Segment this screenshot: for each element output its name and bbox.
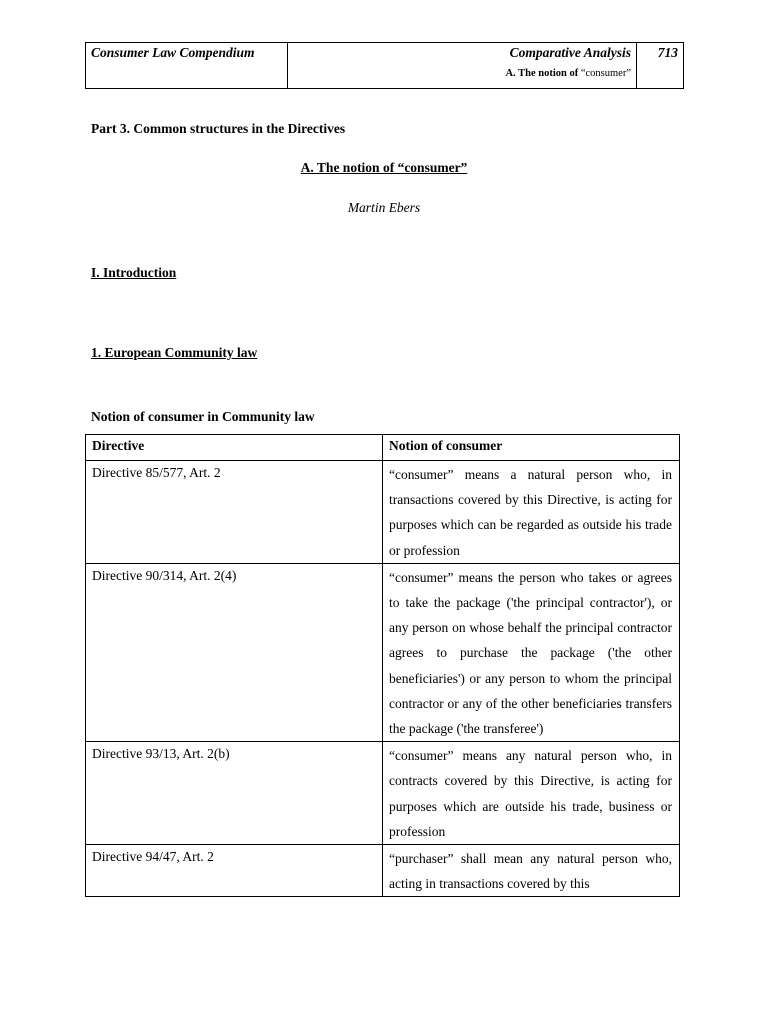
directive-cell: Directive 93/13, Art. 2(b) — [86, 742, 383, 845]
subsection-heading: 1. European Community law — [91, 345, 258, 360]
directive-cell: Directive 90/314, Art. 2(4) — [86, 563, 383, 741]
header-subtitle-bold: A. The notion of — [505, 68, 579, 79]
header-section-cell — [288, 43, 637, 89]
table-caption: Notion of consumer in Community law — [91, 409, 315, 424]
notion-cell: “consumer” means the person who takes or agrees to take the package ('the principal contractor'), or any person on whose behalf the principal contractor agrees to purchase the package ('the other beneficiaries') or any person to whom the principal contractor or any of the other beneficiaries transfers the package ('the transferee') — [383, 563, 680, 741]
column-header-directive: Directive — [86, 435, 383, 461]
header-compendium-title: Consumer Law Compendium — [86, 43, 288, 89]
intro-heading: I. Introduction — [91, 265, 177, 280]
table-row — [86, 742, 680, 845]
section-title: A. The notion of “consumer” — [300, 160, 468, 175]
notion-cell: “purchaser” shall mean any natural person who, acting in transactions covered by this — [383, 845, 680, 897]
page-number: 713 — [637, 43, 684, 89]
directive-cell: Directive 85/577, Art. 2 — [86, 461, 383, 564]
notion-cell: “consumer” means any natural person who, in contracts covered by this Directive, is acting for purposes which are outside his trade, business or profession — [383, 742, 680, 845]
table-row — [86, 845, 680, 897]
author-name: Martin Ebers — [347, 200, 421, 215]
table-header-row — [86, 435, 680, 461]
table-row — [86, 563, 680, 741]
directive-cell: Directive 94/47, Art. 2 — [86, 845, 383, 897]
section-title-wrap — [0, 160, 768, 176]
header-subtitle — [288, 61, 636, 79]
header-subtitle-rest: “consumer” — [578, 68, 631, 79]
header-analysis-title: Comparative Analysis — [509, 45, 631, 60]
column-header-notion: Notion of consumer — [383, 435, 680, 461]
table-row — [86, 461, 680, 564]
running-header — [85, 42, 684, 89]
notion-cell: “consumer” means a natural person who, in transactions covered by this Directive, is acting for purposes which can be regarded as outside his trade or profession — [383, 461, 680, 564]
consumer-notion-table — [85, 434, 680, 897]
part-heading: Part 3. Common structures in the Directives — [91, 121, 346, 136]
